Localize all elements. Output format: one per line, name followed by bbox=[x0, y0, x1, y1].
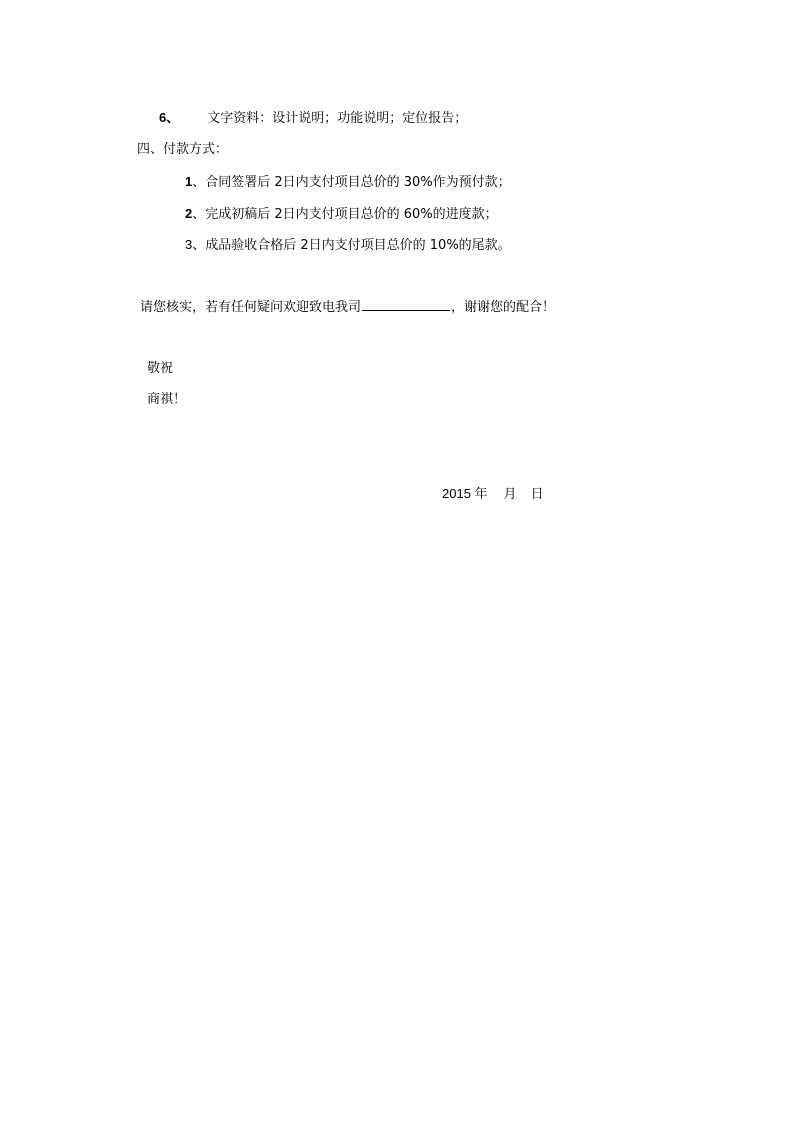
closing-text-before-blank: 请您核实，若有任何疑问欢迎致电我司 bbox=[140, 300, 362, 315]
closing-text-after-blank: ，谢谢您的配合！ bbox=[451, 300, 556, 315]
date-day: 日 bbox=[530, 487, 544, 502]
payment-item-separator: 、 bbox=[192, 238, 206, 253]
date-month: 月 bbox=[503, 487, 517, 502]
date-year: 2015 年 bbox=[442, 486, 488, 501]
payment-item-text: 完成初稿后 2日内支付项目总价的 60%的进度款； bbox=[205, 207, 498, 222]
closing-request bbox=[140, 298, 555, 316]
payment-item-separator: 、 bbox=[192, 207, 206, 222]
company-name-blank bbox=[362, 298, 450, 311]
payment-item-number: 1 bbox=[185, 174, 193, 189]
section-heading-payment: 四、付款方式： bbox=[137, 142, 229, 157]
payment-item-text: 合同签署后 2日内支付项目总价的 30%作为预付款； bbox=[205, 175, 511, 190]
salutation-line-1: 敬祝 bbox=[147, 361, 174, 376]
payment-item-text: 成品验收合格后 2日内支付项目总价的 10%的尾款。 bbox=[205, 238, 511, 253]
payment-item-separator: 、 bbox=[192, 175, 206, 190]
list-item-6 bbox=[159, 110, 467, 127]
payment-item-3 bbox=[185, 237, 511, 254]
payment-item-number: 2 bbox=[185, 206, 193, 221]
item-number: 6、 bbox=[159, 110, 180, 125]
item-text: 文字资料：设计说明；功能说明；定位报告； bbox=[207, 111, 468, 126]
payment-item-2 bbox=[185, 206, 498, 223]
payment-item-1 bbox=[185, 174, 511, 191]
salutation-line-2: 商祺！ bbox=[147, 392, 187, 407]
payment-item-number: 3 bbox=[185, 237, 193, 252]
date-line bbox=[442, 486, 544, 503]
